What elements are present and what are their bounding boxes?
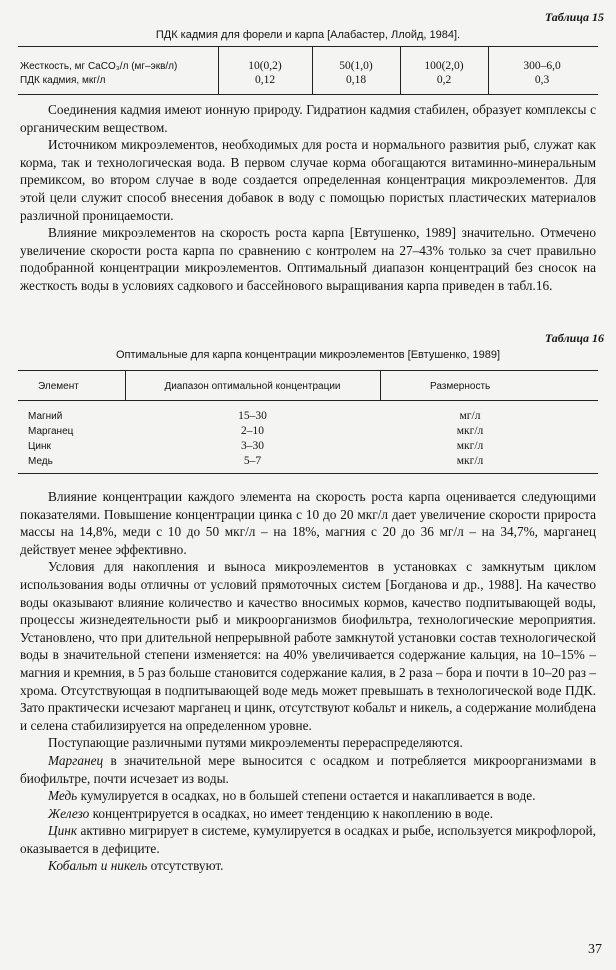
page-number: 37 — [588, 942, 602, 957]
table16-range: 15–30 — [238, 410, 267, 422]
table15-top-rule — [18, 46, 598, 47]
body-text-a — [20, 101, 596, 295]
element-paragraph — [20, 857, 596, 875]
table16-divider — [380, 370, 381, 400]
element-name: Медь — [48, 788, 78, 804]
table16-caption: Таблица 16 — [544, 331, 604, 345]
table16-element: Марганец — [28, 426, 74, 437]
paragraph: Условия для накопления и выноса микроэлементов в установках с замкнутым циклом использования воды отличны от условий прямоточных систем [Богданова и др., 1988]. На качество воды оказывают влияние количество и качество вносимых кормов, качество подпитывающей воды, процессы жизнедеятельности рыб и микроорганизмов биофильтра, технологические мероприятия. Установлено, что при длительной непрерывной работе замкнутой установки состав технологической воды в значительной степени изменяется: на 40% увеличивается содержание кальция, на 10–15% – магния и кремния, в 5 раз больше становится содержание калия, в 2 раза – бора и почти в 10–20 раз – хрома. Отсутствующая в подпитывающей воде медь может превышать в технологической воде ПДК. Зато практически исчезают марганец и цинк, отсутствуют кобальт и никель, а содержание молибдена и селена стабилизируется на определенном уровне. — [20, 559, 596, 733]
element-text: концентрируется в осадках, но имеет тенденцию к накоплению в воде. — [92, 805, 494, 821]
paragraph: Влияние концентрации каждого элемента на скорость роста карпа оценивается следующими показателями. Повышение концентрации цинка с 10 до 20 мкг/л дает увеличение скорости прироста массы на 14,8%, меди с 10 до 50 мкг/л – на 18%, магния с 20 до 36 мг/л – на 34,7%, марганец действует менее эффективно. — [20, 489, 596, 557]
element-text: активно мигрирует в системе, кумулируется в осадках и рыбе, используется микрофлорой, оказывается в дефиците. — [20, 823, 596, 856]
table16-range: 3–30 — [241, 440, 264, 452]
table16-element: Магний — [28, 411, 63, 422]
table16-title: Оптимальные для карпа концентрации микроэлементов [Евтушенко, 1989] — [115, 349, 501, 361]
table15-bottom-rule — [18, 94, 598, 95]
table16-range: 2–10 — [241, 425, 264, 437]
table15-cell: 0,12 — [254, 74, 276, 86]
table16-bottom-rule — [18, 473, 598, 474]
element-name: Железо — [48, 805, 90, 821]
element-name: Цинк — [48, 823, 78, 839]
element-text: отсутствуют. — [150, 858, 224, 874]
table16-header-element: Элемент — [38, 381, 79, 392]
paragraph: Источником микроэлементов, необходимых для роста и нормального развития рыб, служат как корма, так и технологическая вода. В первом случае корма обогащаются витаминно-минеральным премиксом, во втором случае в воде создается определенная концентрация микроэлементов. Для этой цели служит способ внесения добавок в воду с помощью пористых пластических материалов различной проницаемости. — [20, 137, 596, 223]
table16-range: 5–7 — [243, 455, 262, 467]
element-paragraph — [20, 822, 596, 857]
table15-row2-label: ПДК кадмия, мкг/л — [20, 75, 106, 86]
paragraph: Поступающие различными путями микроэлементы перераспределяются. — [48, 735, 463, 751]
table15-caption: Таблица 15 — [544, 10, 604, 24]
table15-row1-label: Жесткость, мг CaCO₃/л (мг–экв/л) — [20, 61, 178, 72]
body-text-b — [20, 488, 596, 875]
element-name: Марганец — [48, 752, 104, 768]
table15-title: ПДК кадмия для форели и карпа [Алабастер, Ллойд, 1984]. — [155, 29, 461, 41]
table16-element: Цинк — [28, 441, 51, 452]
element-text: кумулируется в осадках, но в большей степени остается и накапливается в воде. — [80, 788, 536, 804]
table16-header-range: Диапазон оптимальной концентрации — [164, 381, 341, 392]
table16-unit: мг/л — [459, 410, 481, 422]
table16-unit: мкг/л — [456, 440, 484, 452]
table15-cell: 0,18 — [345, 74, 367, 86]
element-paragraph — [20, 752, 596, 787]
element-paragraph — [20, 805, 596, 823]
table15-cell: 0,3 — [534, 74, 550, 86]
table15-cell: 300–6,0 — [523, 60, 561, 72]
paragraph: Соединения кадмия имеют ионную природу. Гидратион кадмия стабилен, образует комплексы с органическим веществом. — [20, 102, 596, 135]
table15-cell: 100(2,0) — [424, 60, 464, 72]
element-paragraph — [20, 787, 596, 805]
table16-element: Медь — [28, 456, 53, 467]
paragraph: Влияние микроэлементов на скорость роста карпа [Евтушенко, 1989] значительно. Отмечено увеличение скорости роста карпа по сравнению с контролем на 27–43% только за счет правильно подобранной концентрации микроэлементов. Оптимальный диапазон концентраций без сносок на жесткость воды в условиях садкового и бассейнового выращивания карпа приведен в табл.16. — [20, 225, 596, 293]
table16-unit: мкг/л — [456, 455, 484, 467]
element-text: в значительной мере выносится с осадком и потребляется микроорганизмами в биофильтре, почти исчезает из воды. — [20, 752, 596, 786]
table16-header-rule — [18, 400, 598, 401]
table16-header-unit: Размерность — [430, 381, 491, 392]
table15-cell: 10(0,2) — [248, 60, 282, 72]
table15-cell: 50(1,0) — [339, 60, 373, 72]
element-name: Кобальт и никель — [48, 858, 148, 874]
table15-cell: 0,2 — [436, 74, 452, 86]
table16-top-rule — [18, 370, 598, 371]
table16-unit: мкг/л — [456, 425, 484, 437]
